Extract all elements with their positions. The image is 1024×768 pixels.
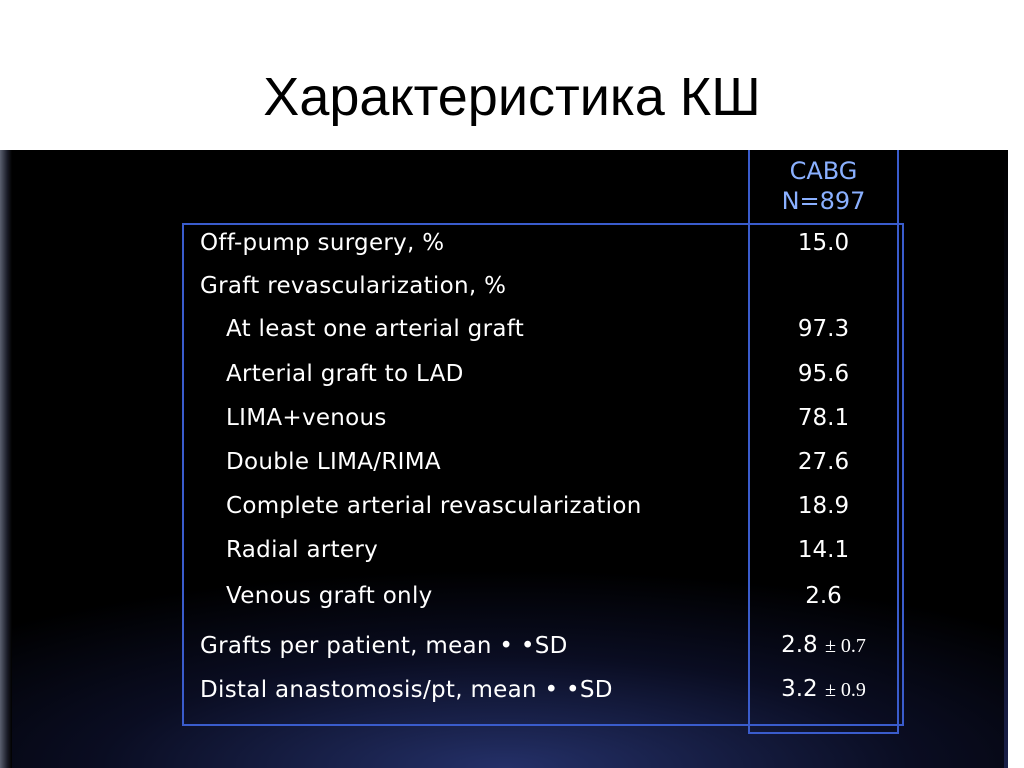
row-value: 18.9	[797, 493, 850, 519]
mean-value: 2.8	[781, 632, 818, 658]
row-value: 14.1	[797, 537, 850, 563]
row-value: 95.6	[797, 361, 850, 387]
column-header	[748, 156, 899, 216]
row-label: Double LIMA/RIMA	[226, 449, 441, 475]
column-header-title: CABG	[789, 157, 858, 185]
row-label: Radial artery	[226, 537, 379, 563]
row-value: 97.3	[797, 316, 850, 342]
row-label: Complete arterial revascularization	[226, 493, 642, 519]
sd-value: ± 0.9	[824, 679, 866, 701]
row-label: LIMA+venous	[226, 405, 387, 431]
column-header-count: N=897	[781, 187, 866, 215]
panel-left-edge	[0, 150, 12, 768]
row-label: Off-pump surgery, %	[200, 230, 445, 256]
row-value: 2.6	[805, 583, 842, 609]
sd-value: ± 0.7	[824, 635, 866, 657]
row-label: Venous graft only	[226, 583, 433, 609]
mean-value: 3.2	[781, 676, 818, 702]
row-label: Graft revascularization, %	[200, 273, 507, 299]
row-value: 15.0	[797, 230, 850, 256]
row-value-with-sd	[748, 676, 899, 702]
slide-title: Характеристика КШ	[263, 67, 761, 127]
row-label: Distal anastomosis/pt, mean • •SD	[200, 677, 613, 703]
panel-right-edge	[1004, 150, 1008, 768]
row-value: 27.6	[797, 449, 850, 475]
row-label: At least one arterial graft	[226, 316, 525, 342]
row-label: Arterial graft to LAD	[226, 361, 464, 387]
row-value: 78.1	[797, 405, 850, 431]
row-value-with-sd	[748, 632, 899, 658]
row-label: Grafts per patient, mean • •SD	[200, 633, 568, 659]
